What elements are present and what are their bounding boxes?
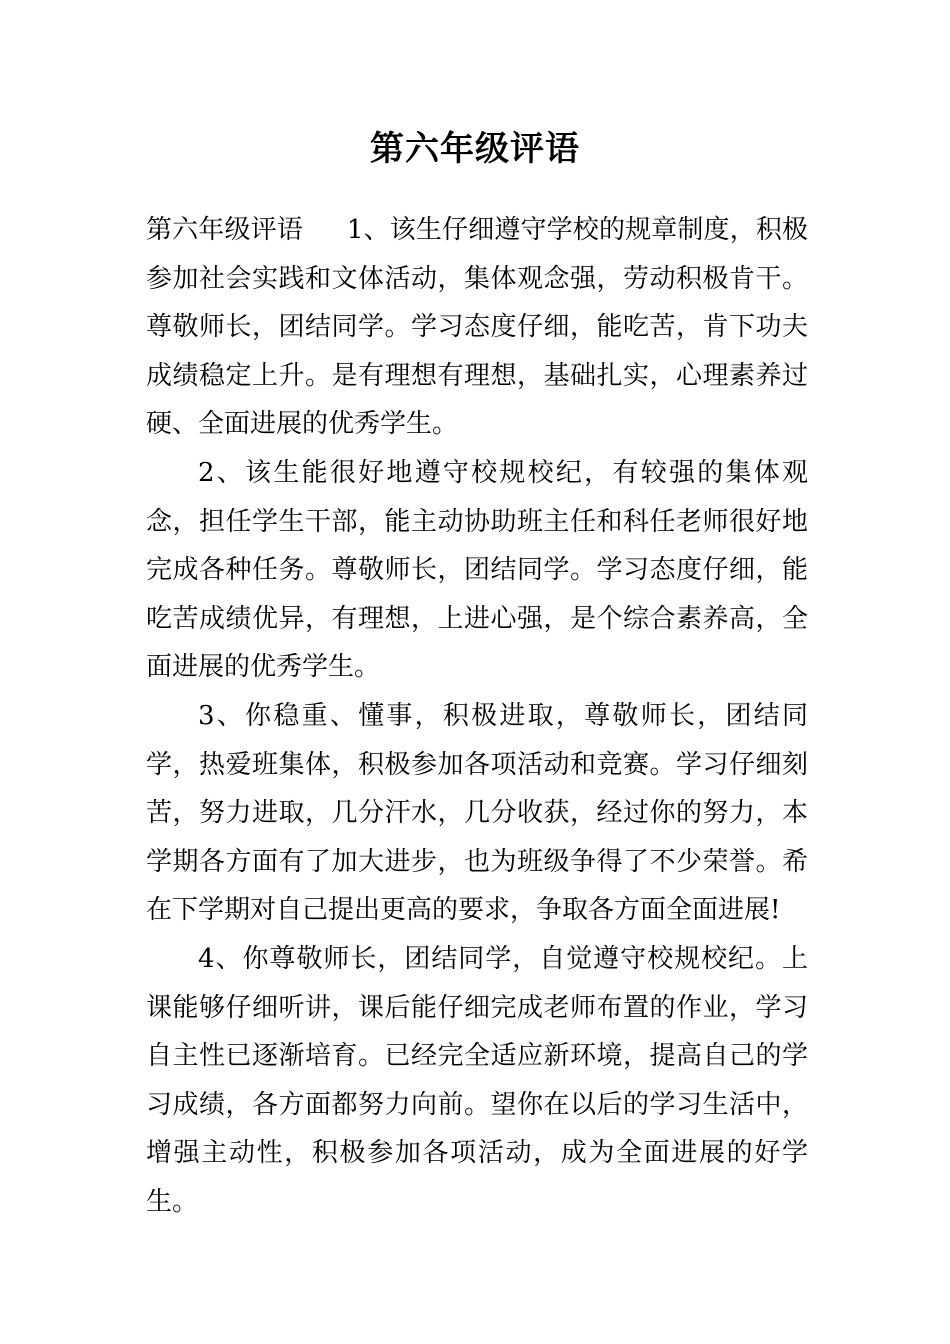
paragraph-4: 4、你尊敬师长，团结同学，自觉遵守校规校纪。上课能够仔细听讲，课后能仔细完成老师布置的作业，学习自主性已逐渐培育。已经完全适应新环境，提高自己的学习成绩，各方面都努力向前。望你在以后的学习生活中，增强主动性，积极参加各项活动，成为全面进展的好学生。	[146, 943, 808, 1217]
lead-title: 第六年级评语	[146, 215, 303, 245]
paragraph-3: 3、你稳重、懂事，积极进取，尊敬师长，团结同学，热爱班集体，积极参加各项活动和竞赛。学习仔细刻苦，努力进取，几分汗水，几分收获，经过你的努力，本学期各方面有了加大进步，也为班级争得了不少荣誉。希在下学期对自己提出更高的要求，争取各方面全面进展!	[146, 700, 808, 926]
paragraph-2: 2、该生能很好地遵守校规校纪，有较强的集体观念，担任学生干部，能主动协助班主任和科任老师很好地完成各种任务。尊敬师长，团结同学。学习态度仔细，能吃苦成绩优异，有理想，上进心强，是个综合素养高，全面进展的优秀学生。	[146, 457, 808, 683]
paragraph-1	[146, 206, 808, 449]
document-body	[146, 206, 808, 1226]
document-title: 第六年级评语	[370, 129, 580, 169]
paragraph-1-text: 1、该生仔细遵守学校的规章制度，积极参加社会实践和文体活动，集体观念强，劳动积极肯干。尊敬师长，团结同学。学习态度仔细，能吃苦，肯下功夫成绩稳定上升。是有理想有理想，基础扎实，心理素养过硬、全面进展的优秀学生。	[146, 215, 808, 440]
